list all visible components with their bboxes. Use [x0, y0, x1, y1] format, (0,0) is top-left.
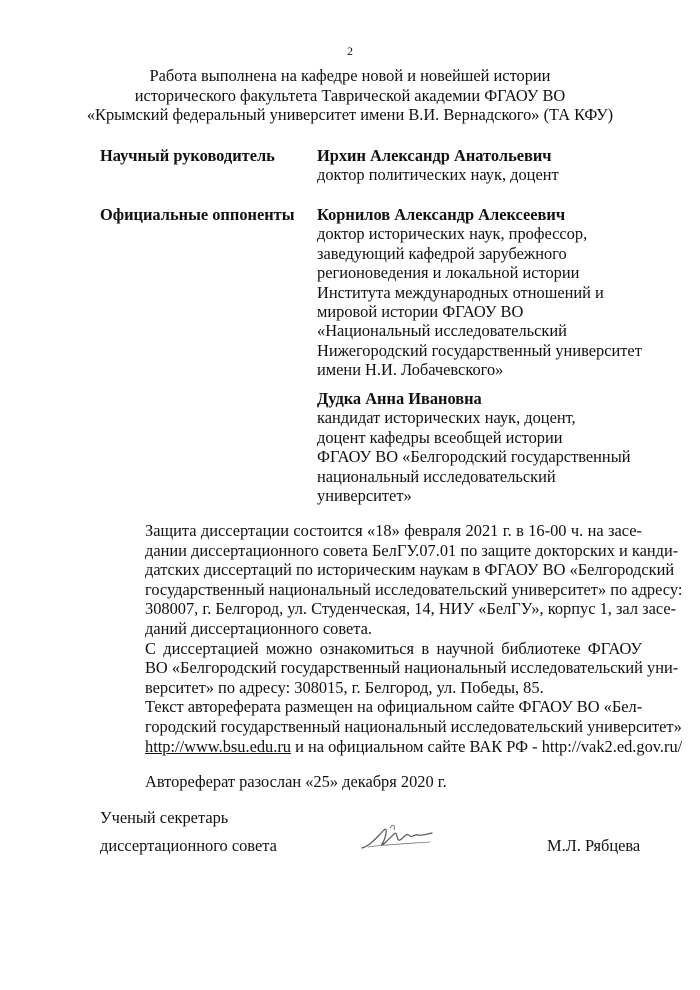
opponent-1-line: «Национальный исследовательский	[317, 321, 567, 341]
secretary-label-line2: диссертационного совета	[100, 836, 277, 855]
library-line: верситет» по адресу: 308015, г. Белгород, ул. Победы, 85.	[145, 677, 544, 697]
university-site-link[interactable]: http://www.bsu.edu.ru	[145, 736, 291, 756]
mailing-date: Автореферат разослан «25» декабря 2020 г.	[145, 772, 447, 791]
website-line-rest: и на официальном сайте ВАК РФ - http://vak2.ed.gov.ru/	[291, 736, 683, 756]
opponent-2-line: кандидат исторических наук, доцент,	[317, 408, 576, 428]
opponent-2-line: университет»	[317, 486, 412, 506]
defense-line: государственный национальный исследовательский университет» по адресу:	[145, 579, 683, 599]
library-line: ВО «Белгородский государственный национальный исследовательский уни-	[145, 658, 679, 678]
supervisor-block	[317, 146, 559, 185]
opponent-1-block	[317, 205, 642, 380]
opponent-1-line: доктор исторических наук, профессор,	[317, 224, 588, 244]
opponent-2-name: Дудка Анна Ивановна	[317, 389, 482, 408]
opponents-role: Официальные оппоненты	[100, 205, 295, 224]
defense-line: дании диссертационного совета БелГУ.07.01 по защите докторских и канди-	[145, 540, 679, 560]
secretary-label-line1: Ученый секретарь	[100, 808, 229, 827]
opponent-1-line: регионоведения и локальной истории	[317, 263, 580, 283]
opponent-1-line: Института международных отношений и	[317, 282, 604, 302]
opponent-1-line: Нижегородский государственный университет	[317, 340, 642, 360]
opponent-2-line: национальный исследовательский	[317, 466, 556, 486]
opponent-2-block	[317, 389, 630, 505]
header-block	[60, 66, 640, 125]
opponent-2-line: доцент кафедры всеобщей истории	[317, 427, 563, 447]
library-paragraph	[100, 638, 679, 698]
website-paragraph	[100, 697, 683, 756]
body-text	[100, 521, 683, 756]
defense-line: 308007, г. Белгород, ул. Студенческая, 14, НИУ «БелГУ», корпус 1, зал засе-	[145, 599, 677, 619]
library-line: С диссертацией можно ознакомиться в научной библиотеке ФГАОУ	[145, 638, 642, 658]
header-line: исторического факультета Таврической академии ФГАОУ ВО	[134, 85, 566, 105]
handwritten-signature	[360, 818, 434, 858]
website-line: городский государственный национальный исследовательский университет»	[145, 716, 682, 736]
opponent-1-line: имени Н.И. Лобачевского»	[317, 360, 504, 380]
supervisor-degree: доктор политических наук, доцент	[317, 165, 559, 185]
opponent-1-line: мировой истории ФГАОУ ВО	[317, 302, 524, 322]
defense-line: даний диссертационного совета.	[145, 618, 372, 638]
defense-paragraph	[100, 521, 683, 639]
supervisor-name: Ирхин Александр Анатольевич	[317, 146, 552, 165]
opponent-1-name: Корнилов Александр Алексеевич	[317, 205, 566, 224]
opponent-2-line: ФГАОУ ВО «Белгородский государственный	[317, 447, 631, 467]
website-line	[100, 736, 683, 757]
supervisor-role: Научный руководитель	[100, 146, 275, 165]
website-line: Текст автореферата размещен на официальном сайте ФГАОУ ВО «Бел-	[145, 697, 643, 717]
page-number: 2	[347, 44, 353, 58]
header-line: «Крымский федеральный университет имени В.И. Вернадского» (ТА КФУ)	[86, 105, 614, 124]
opponent-1-line: заведующий кафедрой зарубежного	[317, 243, 567, 263]
secretary-name: М.Л. Рябцева	[547, 836, 641, 855]
header-line: Работа выполнена на кафедре новой и новейшей истории	[149, 66, 551, 85]
defense-line: датских диссертаций по историческим наукам в ФГАОУ ВО «Белгородский	[145, 560, 675, 580]
defense-line: Защита диссертации состоится «18» февраля 2021 г. в 16-00 ч. на засе-	[145, 521, 642, 540]
